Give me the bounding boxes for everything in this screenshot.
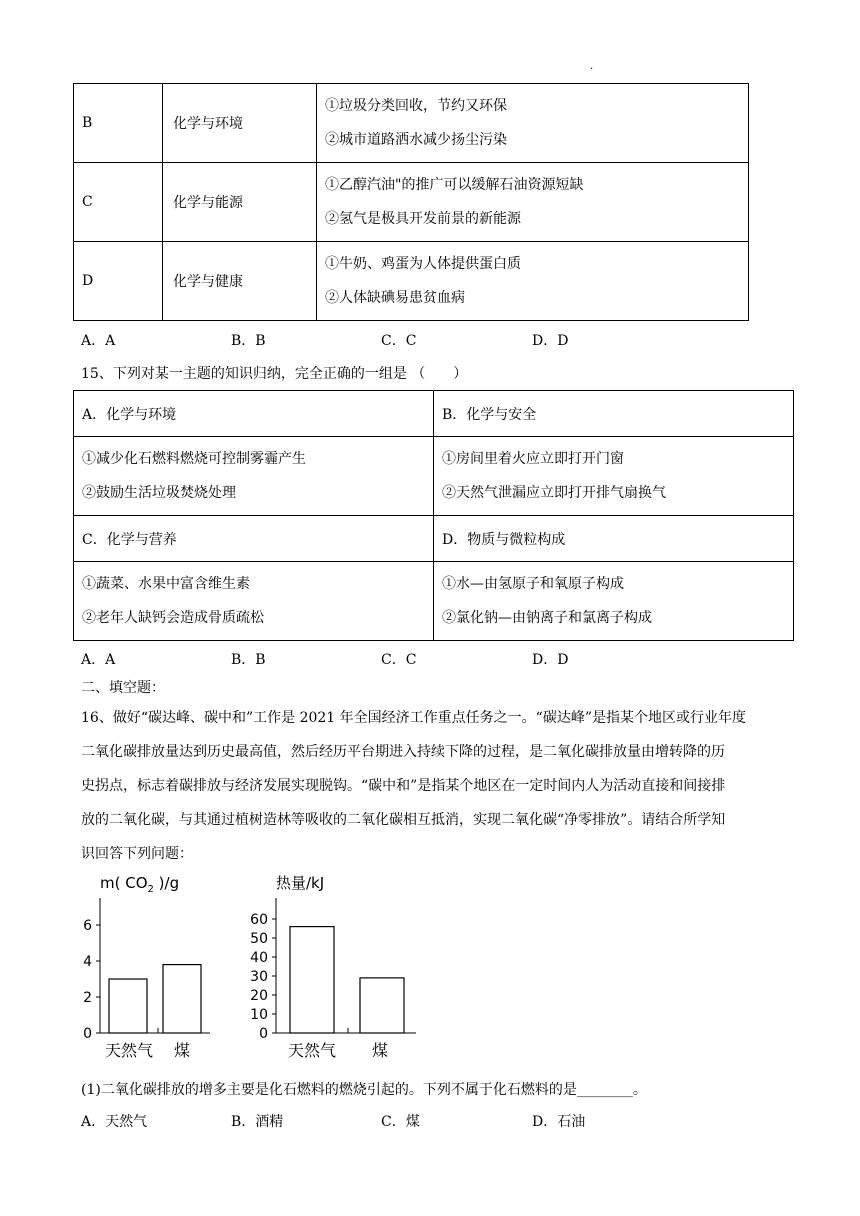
cell-item: ②鼓励生活垃圾焚烧处理: [82, 485, 236, 501]
co2-bar-chart: [70, 868, 240, 1063]
table-row: [74, 562, 794, 641]
y-tick-label: 0: [83, 1026, 92, 1042]
header-dot: .: [590, 61, 594, 72]
option-c[interactable]: C．C: [381, 333, 417, 349]
q16-line: 二氧化碳排放量达到历史最高值，然后经历平台期进入持续下降的过程，是二氧化碳排放量由增转降的历: [81, 744, 725, 760]
row-item: ②氢气是极具开发前景的新能源: [325, 211, 521, 227]
option-b[interactable]: B．B: [231, 333, 266, 349]
option-b[interactable]: B．B: [231, 652, 266, 668]
option-a[interactable]: A．A: [81, 652, 116, 668]
row-item: ①牛奶、鸡蛋为人体提供蛋白质: [325, 256, 521, 272]
x-category-label: 天然气: [287, 1041, 337, 1060]
q15-stem: 15、下列对某一主题的知识归纳，完全正确的一组是 （ ）: [81, 366, 468, 382]
q16-line: 16、做好“碳达峰、碳中和”工作是 2021 年全国经济工作重点任务之一。“碳达峰”是指某个地区或行业年度: [81, 710, 746, 726]
y-tick-label: 10: [250, 1007, 268, 1023]
bar: [163, 965, 201, 1033]
y-tick-label: 60: [250, 912, 268, 928]
row-item: ①乙醇汽油"的推广可以缓解石油资源短缺: [325, 177, 584, 193]
row-item: ②城市道路洒水减少扬尘污染: [325, 132, 507, 148]
row-letter: B: [74, 84, 163, 163]
q16-stem: [81, 701, 781, 871]
y-tick-label: 6: [83, 918, 92, 934]
option-c[interactable]: C．C: [381, 652, 417, 668]
option-b[interactable]: B．酒精: [231, 1114, 284, 1130]
q16-sub1-options: [81, 1111, 781, 1131]
table-row: [74, 391, 794, 437]
cell-title-d: D．物质与微粒构成: [434, 516, 794, 562]
row-item: ②人体缺碘易患贫血病: [325, 290, 465, 306]
q16-line: 史拐点，标志着碳排放与经济发展实现脱钩。“碳中和”是指某个地区在一定时间内人为活动直接和间接排: [81, 778, 726, 794]
q15-table: [73, 390, 794, 641]
table-row: [74, 516, 794, 562]
q14-table: [73, 83, 749, 321]
y-tick-label: 30: [250, 969, 268, 985]
row-items: [317, 242, 749, 321]
chart1-ylabel: m( $CO_2$ )/g: [100, 874, 180, 895]
option-c[interactable]: C．煤: [381, 1114, 420, 1130]
cell-item: ②老年人缺钙会造成骨质疏松: [82, 610, 264, 626]
row-items: [317, 163, 749, 242]
table-row: [74, 242, 749, 321]
y-tick-label: 0: [259, 1026, 268, 1042]
row-letter: D: [74, 242, 163, 321]
x-category-label: 煤: [371, 1041, 389, 1060]
cell-items-b: [434, 437, 794, 516]
cell-items-a: [74, 437, 434, 516]
heat-bar-chart: [240, 868, 420, 1063]
option-d[interactable]: D．D: [532, 652, 569, 668]
q14-options: [81, 330, 781, 350]
row-topic: 化学与能源: [163, 163, 317, 242]
q16-line: 识回答下列问题：: [81, 846, 193, 862]
row-item: ①垃圾分类回收，节约又环保: [325, 98, 507, 114]
q15-options: [81, 649, 781, 669]
cell-items-c: [74, 562, 434, 641]
cell-item: ①减少化石燃料燃烧可控制雾霾产生: [82, 451, 306, 467]
chart2-ylabel: 热量/kJ: [276, 874, 325, 892]
cell-item: ①水—由氢原子和氧原子构成: [442, 576, 624, 592]
row-topic: 化学与健康: [163, 242, 317, 321]
cell-title-c: C．化学与营养: [74, 516, 434, 562]
cell-item: ①蔬菜、水果中富含维生素: [82, 576, 250, 592]
x-category-label: 天然气: [104, 1041, 154, 1060]
q16-line: 放的二氧化碳，与其通过植树造林等吸收的二氧化碳相互抵消，实现二氧化碳“净零排放”。请结合所学知: [81, 812, 726, 828]
bar: [109, 979, 147, 1033]
table-row: [74, 437, 794, 516]
cell-item: ②氯化钠—由钠离子和氯离子构成: [442, 610, 652, 626]
row-topic: 化学与环境: [163, 84, 317, 163]
cell-item: ②天然气泄漏应立即打开排气扇换气: [442, 485, 666, 501]
y-tick-label: 4: [83, 954, 92, 970]
q16-sub1: (1)二氧化碳排放的增多主要是化石燃料的燃烧引起的。下列不属于化石燃料的是________。: [81, 1082, 647, 1098]
cell-title-b: B．化学与安全: [434, 391, 794, 437]
x-category-label: 煤: [173, 1041, 191, 1060]
y-tick-label: 40: [250, 950, 268, 966]
row-items: [317, 84, 749, 163]
option-a[interactable]: A．天然气: [81, 1114, 148, 1130]
cell-items-d: [434, 562, 794, 641]
section-title: 二、填空题：: [81, 680, 165, 696]
option-d[interactable]: D．D: [532, 333, 569, 349]
cell-item: ①房间里着火应立即打开门窗: [442, 451, 624, 467]
cell-title-a: A．化学与环境: [74, 391, 434, 437]
y-tick-label: 20: [250, 988, 268, 1004]
table-row: [74, 84, 749, 163]
row-letter: C: [74, 163, 163, 242]
bar: [290, 927, 334, 1033]
table-row: [74, 163, 749, 242]
y-tick-label: 2: [83, 990, 92, 1006]
y-tick-label: 50: [250, 931, 268, 947]
option-a[interactable]: A．A: [81, 333, 116, 349]
option-d[interactable]: D．石油: [532, 1114, 586, 1130]
bar: [360, 978, 404, 1033]
